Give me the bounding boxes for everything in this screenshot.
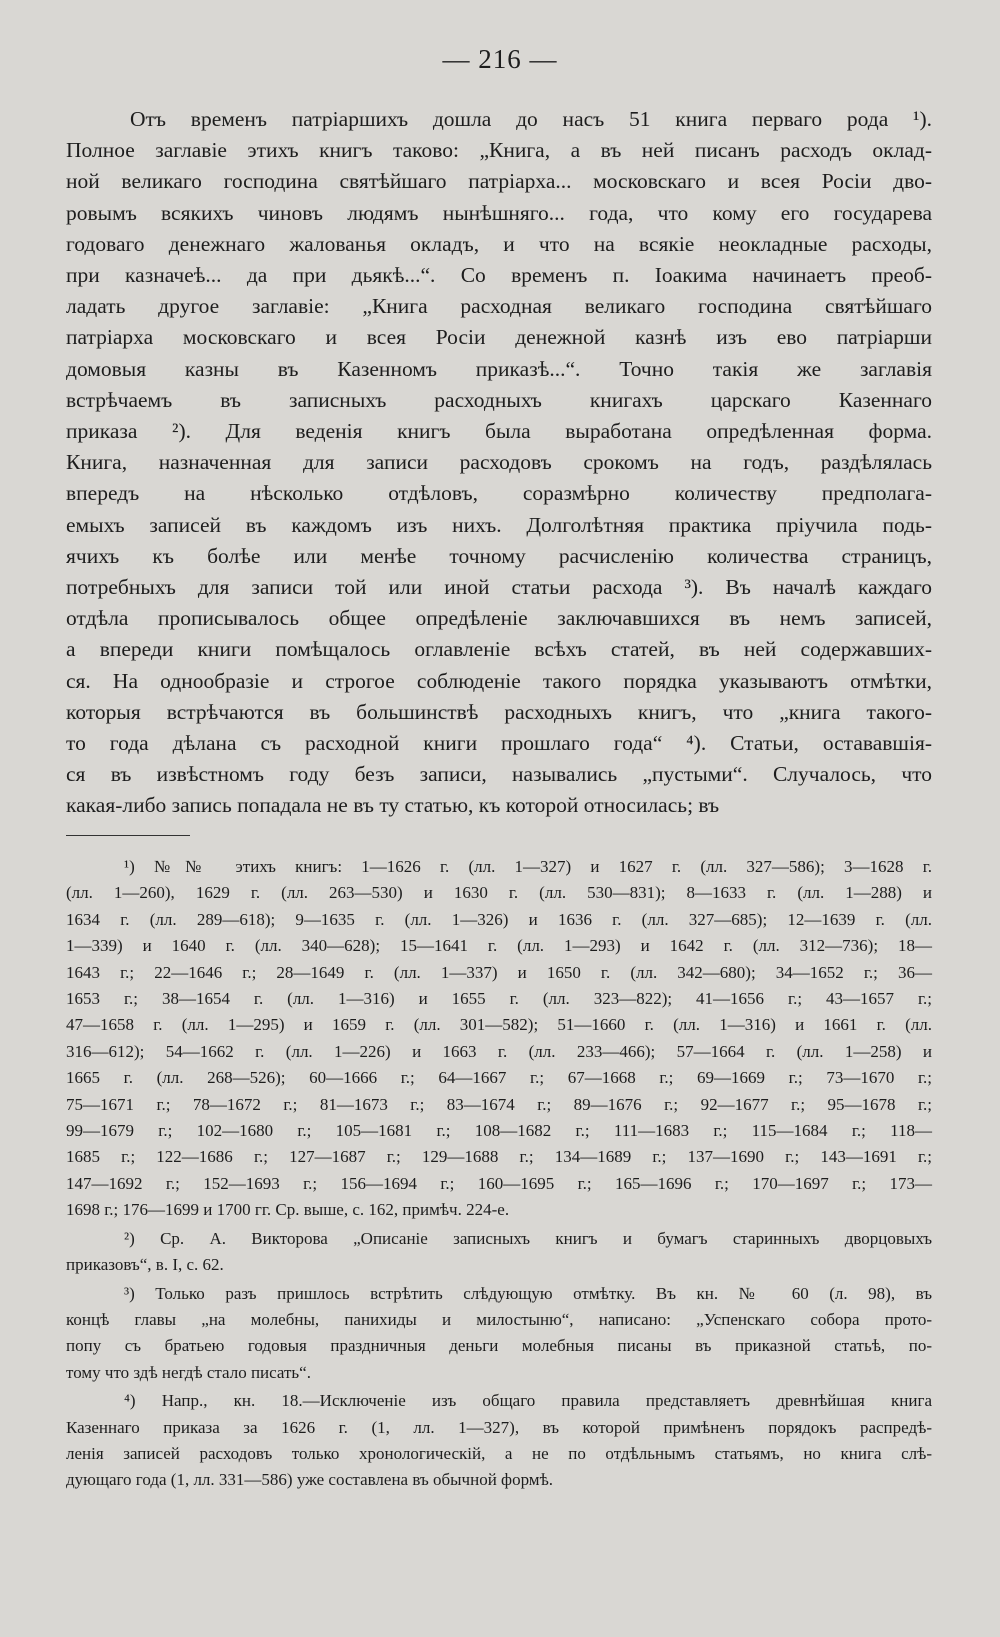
paragraph-line: емыхъ записей въ каждомъ изъ нихъ. Долголѣтняя практика пріучила подь- (66, 512, 932, 537)
footnote-4 (66, 1388, 932, 1494)
footnote-line: 316—612); 54—1662 г. (лл. 1—226) и 1663 г. (лл. 233—466); 57—1664 г. (лл. 1—258) и (66, 1041, 932, 1061)
main-paragraph (66, 104, 932, 822)
footnote-line: 1665 г. (лл. 268—526); 60—1666 г.; 64—1667 г.; 67—1668 г.; 69—1669 г.; 73—1670 г.; (66, 1068, 932, 1088)
paragraph-line: встрѣчаемъ въ записныхъ расходныхъ книгахъ царскаго Казеннаго (66, 387, 932, 412)
paragraph-line: Полное заглавіе этихъ книгъ таково: „Книга, а въ ней писанъ расходъ оклад- (66, 138, 932, 163)
page-number: — 216 — (442, 44, 558, 74)
footnotes (66, 854, 932, 1496)
footnote-line: 99—1679 г.; 102—1680 г.; 105—1681 г.; 108—1682 г.; 111—1683 г.; 115—1684 г.; 118— (66, 1121, 932, 1141)
footnote-2 (66, 1226, 932, 1279)
footnote-line: 1—339) и 1640 г. (лл. 340—628); 15—1641 г. (лл. 1—293) и 1642 г. (лл. 312—736); 18— (66, 936, 932, 956)
paragraph-line: а впереди книги помѣщалось оглавленіе всѣхъ статей, въ ней содержавших- (66, 637, 932, 662)
paragraph-line: Книга, назначенная для записи расходовъ срокомъ на годъ, раздѣлялась (66, 450, 932, 475)
paragraph-line: домовыя казны въ Казенномъ приказѣ...“. Точно такія же заглавія (66, 356, 932, 381)
footnote-line: 75—1671 г.; 78—1672 г.; 81—1673 г.; 83—1674 г.; 89—1676 г.; 92—1677 г.; 95—1678 г.; (66, 1094, 932, 1114)
footnote-line: 1698 г.; 176—1699 и 1700 гг. Ср. выше, с. 162, примѣч. 224-е. (66, 1200, 510, 1220)
footnote-line: тому что здѣ негдѣ стало писать“. (66, 1362, 311, 1382)
footnote-line: 1634 г. (лл. 289—618); 9—1635 г. (лл. 1—326) и 1636 г. (лл. 327—685); 12—1639 г. (лл. (66, 909, 932, 929)
paragraph-line: потребныхъ для записи той или иной статьи расхода ³). Въ началѣ каждаго (66, 575, 932, 600)
paragraph-line: при казначеѣ... да при дьякѣ...“. Со временъ п. Іоакима начинаетъ преоб- (66, 263, 932, 288)
footnote-line: дующаго года (1, лл. 331—586) уже составлена въ обычной формѣ. (66, 1470, 554, 1490)
footnote-line: попу съ братьею годовыя праздничныя деньги молебныя писаны въ приказной статьѣ, по- (66, 1336, 932, 1356)
paragraph-line: какая-либо запись попадала не въ ту статью, къ которой относилась; въ (66, 793, 720, 818)
footnote-line: приказовъ“, в. I, с. 62. (66, 1255, 224, 1275)
footnote-line: ⁴) Напр., кн. 18.—Исключеніе изъ общаго правила представляетъ древнѣйшая книга (124, 1391, 932, 1411)
paragraph-line: отдѣла прописывалось общее опредѣленіе заключавшихся въ немъ записей, (66, 606, 932, 631)
paragraph-line: годоваго денежнаго жалованья окладъ, и что на всякіе неокладные расходы, (66, 231, 932, 256)
paragraph-line: ся въ извѣстномъ году безъ записи, назывались „пустыми“. Случалось, что (66, 762, 932, 787)
footnote-line: 1685 г.; 122—1686 г.; 127—1687 г.; 129—1688 г.; 134—1689 г.; 137—1690 г.; 143—1691 г.; (66, 1147, 932, 1167)
footnote-separator (66, 835, 190, 836)
paragraph-line: впередъ на нѣсколько отдѣловъ, соразмѣрно количеству предполага- (66, 481, 932, 506)
paragraph-line: приказа ²). Для веденія книгъ была выработана опредѣленная форма. (66, 419, 932, 444)
footnote-line: 147—1692 г.; 152—1693 г.; 156—1694 г.; 160—1695 г.; 165—1696 г.; 170—1697 г.; 173— (66, 1173, 932, 1193)
footnote-line: 1643 г.; 22—1646 г.; 28—1649 г. (лл. 1—337) и 1650 г. (лл. 342—680); 34—1652 г.; 36— (66, 962, 932, 982)
footnote-line: ³) Только разъ пришлось встрѣтить слѣдующую отмѣтку. Въ кн. № 60 (л. 98), въ (124, 1283, 932, 1303)
footnote-line: 47—1658 г. (лл. 1—295) и 1659 г. (лл. 301—582); 51—1660 г. (лл. 1—316) и 1661 г. (лл. (66, 1015, 932, 1035)
paragraph-line: патріарха московскаго и всея Росіи денежной казнѣ изъ ево патріарши (66, 325, 932, 350)
paragraph-line: то года дѣлана съ расходной книги прошлаго года“ ⁴). Статьи, остававшія- (66, 731, 932, 756)
paragraph-line: ячихъ къ болѣе или менѣе точному расчисленію количества страницъ, (66, 543, 932, 568)
paragraph-line: ровымъ всякихъ чиновъ людямъ нынѣшняго... года, что кому его государева (66, 200, 932, 225)
footnote-line: ¹) №№ этихъ книгъ: 1—1626 г. (лл. 1—327) и 1627 г. (лл. 327—586); 3—1628 г. (124, 857, 932, 876)
paragraph-line: Отъ временъ патріаршихъ дошла до насъ 51 книга перваго рода ¹). (130, 107, 932, 131)
footnote-line: ленія записей расходовъ только хронологическій, а не по отдѣльнымъ статьямъ, но книга слѣ- (66, 1443, 932, 1463)
paragraph-line: ся. На однообразіе и строгое соблюденіе такого порядка указываютъ отмѣтки, (66, 668, 932, 693)
footnote-line: Казеннаго приказа за 1626 г. (1, лл. 1—327), въ которой примѣненъ порядокъ распредѣ- (66, 1417, 932, 1437)
paragraph-line: ной великаго господина святѣйшаго патріарха... московскаго и всея Росіи дво- (66, 169, 932, 194)
paragraph-line: которыя встрѣчаются въ большинствѣ расходныхъ книгъ, что „книга такого- (66, 699, 932, 724)
paragraph-line: ладать другое заглавіе: „Книга расходная великаго господина святѣйшаго (66, 294, 932, 319)
footnote-3 (66, 1281, 932, 1387)
footnote-line: ²) Ср. А. Викторова „Описаніе записныхъ книгъ и бумагъ старинныхъ дворцовыхъ (124, 1228, 932, 1248)
footnote-line: концѣ главы „на молебны, панихиды и милостыню“, написано: „Успенскаго собора прото- (66, 1309, 932, 1329)
footnote-1 (66, 854, 932, 1224)
footnote-line: (лл. 1—260), 1629 г. (лл. 263—530) и 1630 г. (лл. 530—831); 8—1633 г. (лл. 1—288) и (66, 883, 932, 903)
footnote-line: 1653 г.; 38—1654 г. (лл. 1—316) и 1655 г. (лл. 323—822); 41—1656 г.; 43—1657 г.; (66, 989, 932, 1009)
